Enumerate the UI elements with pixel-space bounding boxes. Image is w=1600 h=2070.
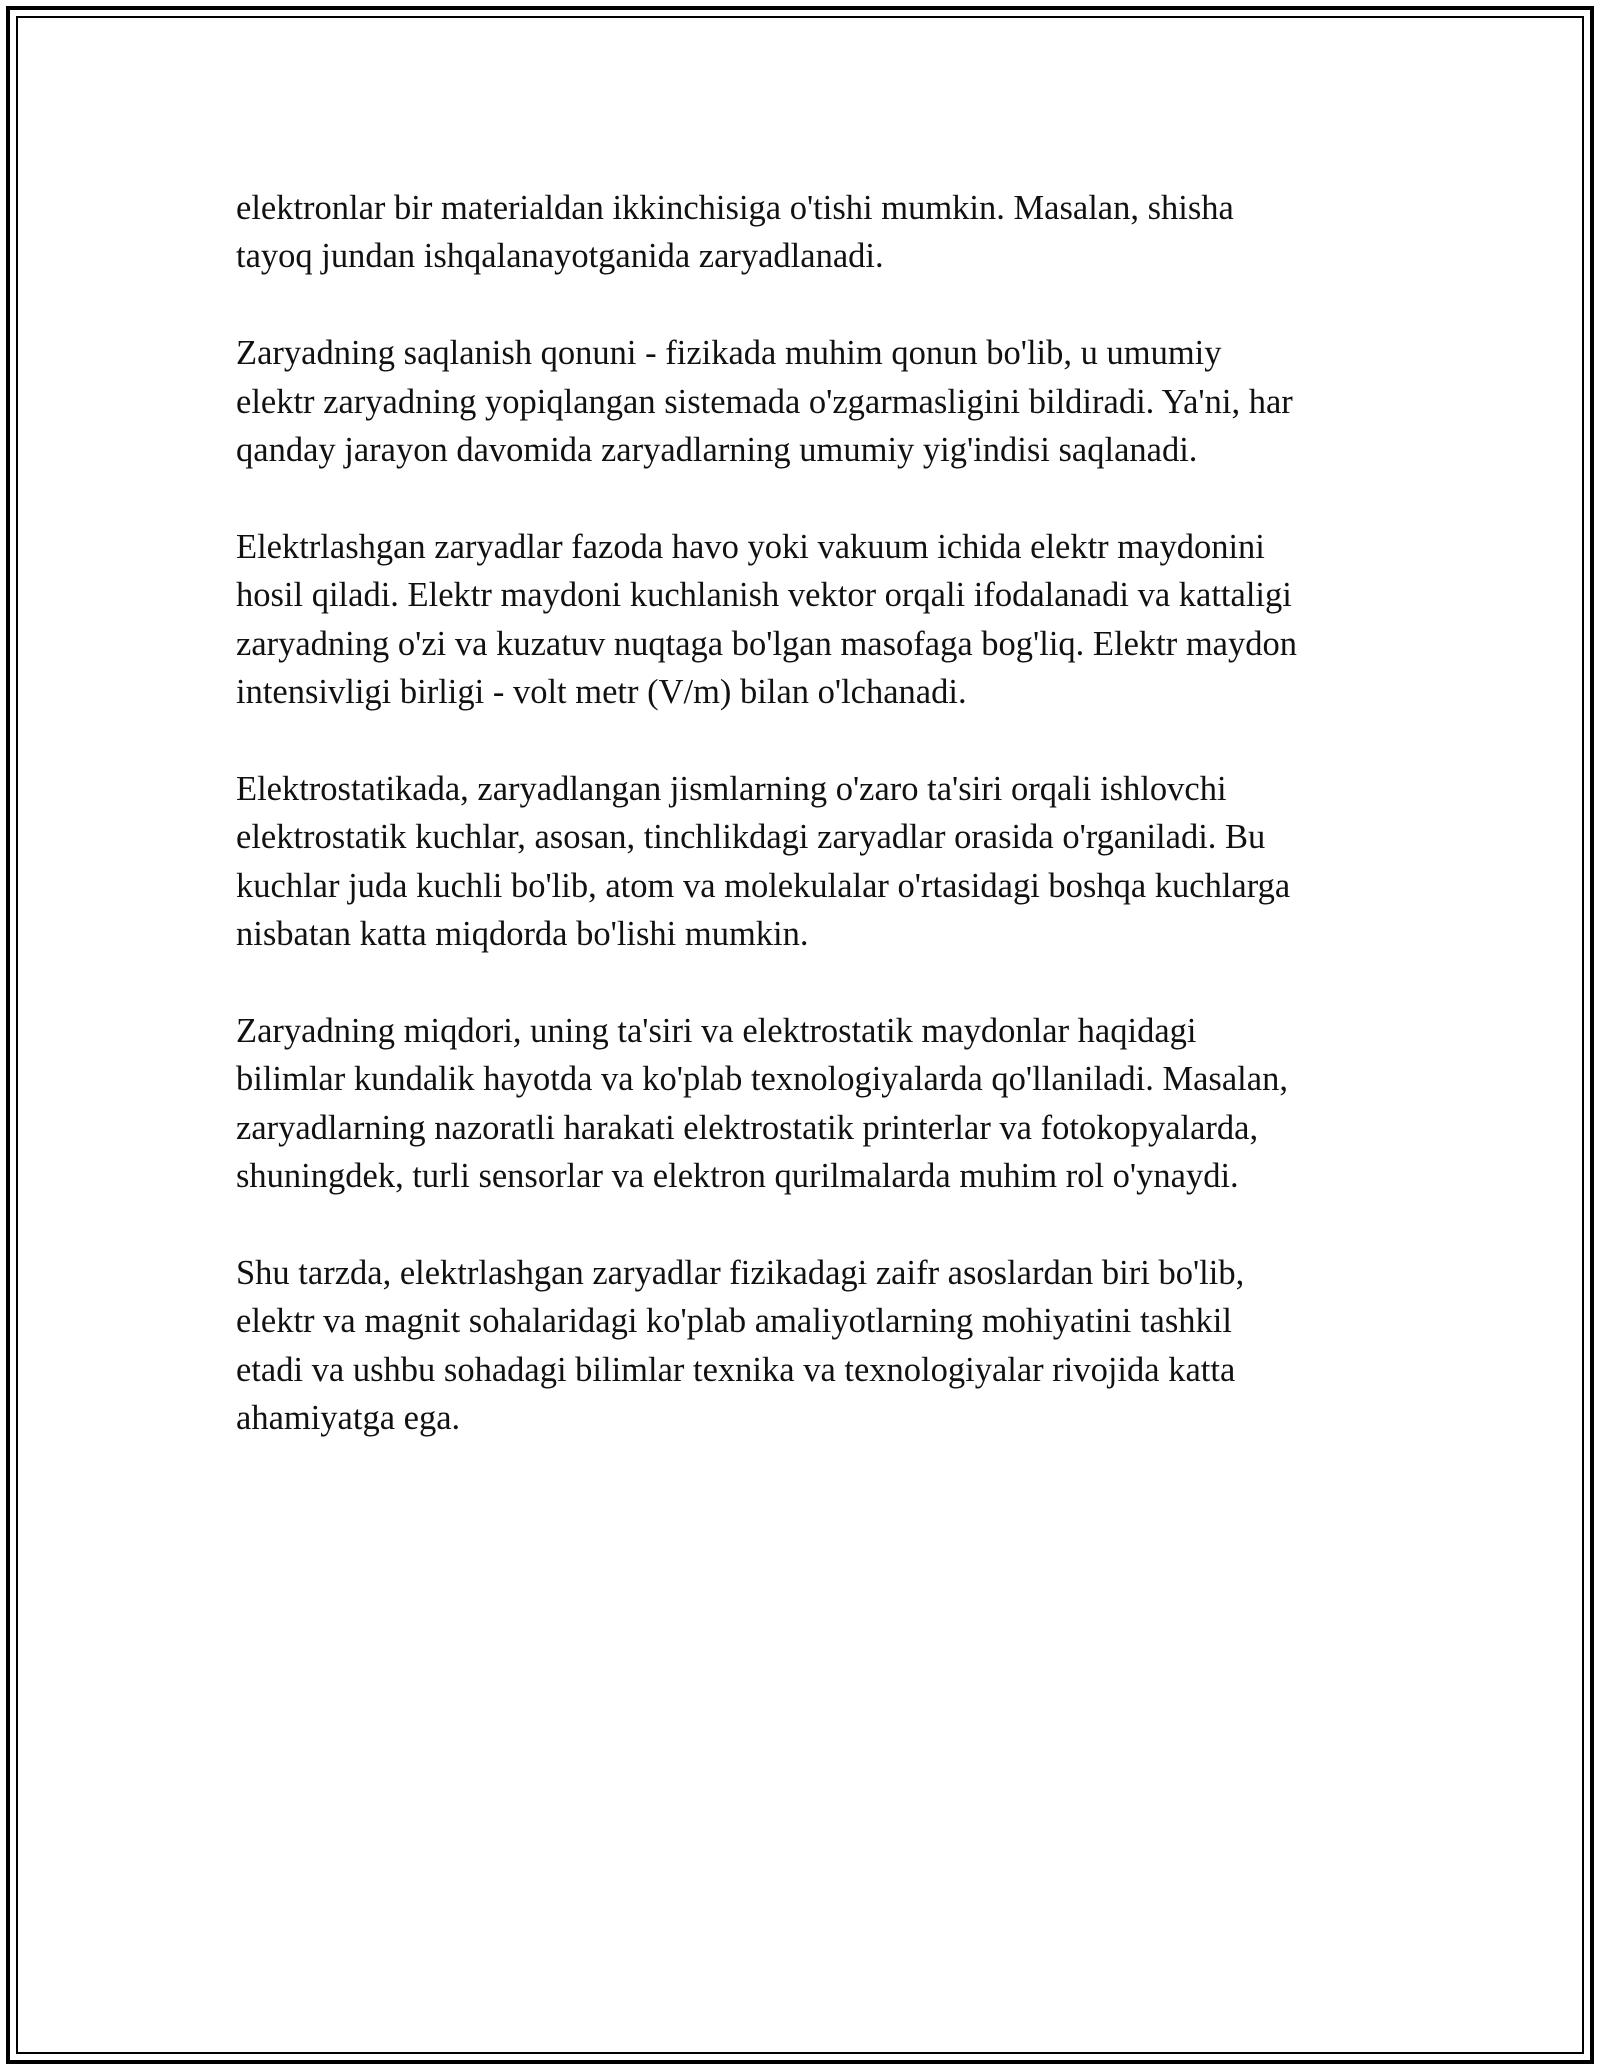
text-line: bilimlar kundalik hayotda va ko'plab texnologiyalarda qo'llaniladi. Masalan, — [236, 1060, 1288, 1099]
paragraph-3 — [236, 523, 1386, 717]
paragraph-5 — [236, 1007, 1386, 1201]
paragraph-2 — [236, 329, 1386, 474]
text-line: elektr va magnit sohalaridagi ko'plab amaliyotlarning mohiyatini tashkil — [236, 1302, 1232, 1341]
text-line: zaryadning o'zi va kuzatuv nuqtaga bo'lgan masofaga bog'liq. Elektr maydon — [236, 624, 1297, 663]
text-line: tayoq jundan ishqalanayotganida zaryadlanadi. — [236, 237, 884, 276]
text-line: nisbatan katta miqdorda bo'lishi mumkin. — [236, 915, 809, 954]
paragraph-6 — [236, 1249, 1386, 1443]
text-line: zaryadlarning nazoratli harakati elektrostatik printerlar va fotokopyalarda, — [236, 1108, 1259, 1147]
text-line: Zaryadning miqdori, uning ta'siri va elektrostatik maydonlar haqidagi — [236, 1011, 1197, 1050]
text-line: intensivligi birligi - volt metr (V/m) bilan o'lchanadi. — [236, 673, 967, 712]
text-line: kuchlar juda kuchli bo'lib, atom va molekulalar o'rtasidagi boshqa kuchlarga — [236, 866, 1291, 905]
text-line: Elektrostatikada, zaryadlangan jismlarning o'zaro ta'siri orqali ishlovchi — [236, 769, 1227, 808]
text-line: etadi va ushbu sohadagi bilimlar texnika va texnologiyalar rivojida katta — [236, 1350, 1236, 1389]
text-line: shuningdek, turli sensorlar va elektron qurilmalarda muhim rol o'ynaydi. — [236, 1157, 1239, 1196]
text-line: elektr zaryadning yopiqlangan sistemada o'zgarmasligini bildiradi. Ya'ni, har — [236, 382, 1293, 421]
text-line: elektrostatik kuchlar, asosan, tinchlikdagi zaryadlar orasida o'rganiladi. Bu — [236, 818, 1266, 857]
text-line: Elektrlashgan zaryadlar fazoda havo yoki vakuum ichida elektr maydonini — [236, 527, 1265, 566]
document-body — [236, 184, 1386, 1491]
text-line: Shu tarzda, elektrlashgan zaryadlar fizikadagi zaifr asoslardan biri bo'lib, — [236, 1253, 1245, 1292]
paragraph-1 — [236, 184, 1386, 281]
text-line: qanday jarayon davomida zaryadlarning umumiy yig'indisi saqlanadi. — [236, 431, 1198, 470]
paragraph-4 — [236, 765, 1386, 959]
text-line: elektronlar bir materialdan ikkinchisiga o'tishi mumkin. Masalan, shisha — [236, 189, 1234, 227]
text-line: Zaryadning saqlanish qonuni - fizikada muhim qonun bo'lib, u umumiy — [236, 334, 1222, 373]
text-line: ahamiyatga ega. — [236, 1399, 461, 1438]
text-line: hosil qiladi. Elektr maydoni kuchlanish vektor orqali ifodalanadi va kattaligi — [236, 576, 1292, 615]
